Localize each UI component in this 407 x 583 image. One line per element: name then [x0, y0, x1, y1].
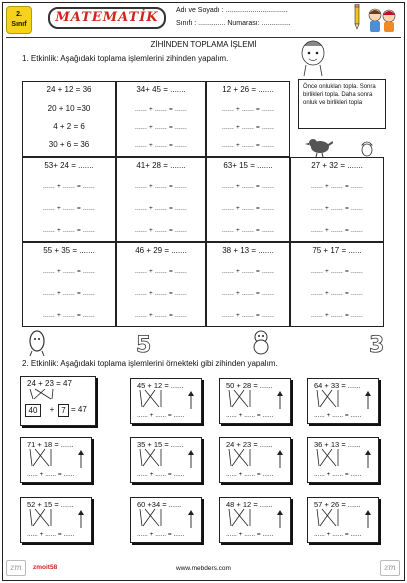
- answer-row[interactable]: ...... + ...... = ......: [310, 205, 364, 212]
- example-step: 20 + 10 =30: [47, 104, 91, 113]
- eight-mascot-icon: [250, 329, 272, 357]
- card-answer-row[interactable]: ...... + ...... = ......: [226, 471, 274, 478]
- problem-cell[interactable]: [206, 242, 290, 327]
- problem-cell[interactable]: [22, 157, 116, 242]
- card-expression: 71 + 18 = ......: [27, 440, 74, 449]
- problem-expression: 34+ 45 = .......: [136, 85, 186, 94]
- card-answer-row[interactable]: ...... + ...... = ......: [137, 471, 185, 478]
- card-expression: 50 + 28 = ......: [226, 381, 273, 390]
- problem-expression: 46 + 29 = .......: [135, 246, 187, 255]
- example-cell: [22, 81, 116, 157]
- card-expression: 57 + 26 = ......: [314, 500, 361, 509]
- footer-code: zmoit58: [33, 564, 58, 571]
- card-answer-row[interactable]: ...... + ...... = ......: [226, 412, 274, 419]
- svg-text:3: 3: [369, 333, 385, 357]
- problem-cell[interactable]: [116, 242, 206, 327]
- problem-cell[interactable]: [22, 242, 116, 327]
- pencil-icon: [353, 4, 361, 30]
- answer-row[interactable]: ...... + ...... = ......: [42, 183, 96, 190]
- example-step: 4 + 2 = 6: [53, 122, 85, 131]
- answer-row[interactable]: ...... + ...... = ......: [221, 312, 275, 319]
- card-answer-row[interactable]: ...... + ...... = ......: [314, 412, 362, 419]
- card-answer-row[interactable]: ...... + ...... = ......: [27, 471, 75, 478]
- problem-expression: 55 + 35 = .......: [43, 246, 95, 255]
- grade-number: 2.: [16, 11, 22, 18]
- card-expression: 45 + 12 = ......: [137, 381, 184, 390]
- problem-card[interactable]: [130, 497, 202, 543]
- example-result: = 47: [71, 405, 87, 414]
- svg-text:5: 5: [136, 333, 152, 357]
- example-expression: 24 + 12 = 36: [46, 85, 92, 94]
- zero-mascot-icon: [26, 329, 48, 357]
- answer-row[interactable]: ...... + ...... = ......: [134, 312, 188, 319]
- answer-row[interactable]: ...... + ...... = ......: [221, 268, 275, 275]
- plus-sign: +: [49, 405, 55, 414]
- example-card-expression: 24 + 23 = 47: [27, 379, 72, 388]
- answer-row[interactable]: ...... + ...... = ......: [134, 268, 188, 275]
- answer-row[interactable]: ...... + ...... = ......: [42, 290, 96, 297]
- name-field[interactable]: Adı ve Soyadı : ................................: [176, 7, 288, 14]
- answer-row[interactable]: ...... + ...... = ......: [221, 183, 275, 190]
- answer-row[interactable]: ...... + ...... = ......: [310, 183, 364, 190]
- card-answer-row[interactable]: ...... + ...... = ......: [137, 412, 185, 419]
- card-answer-row[interactable]: ...... + ...... = ......: [314, 531, 362, 538]
- answer-row[interactable]: ...... + ...... = ......: [221, 290, 275, 297]
- five-mascot-icon: [133, 331, 153, 357]
- problem-card[interactable]: [130, 437, 202, 483]
- example-step: 30 + 6 = 36: [48, 140, 90, 149]
- problem-expression: 12 + 26 = .......: [222, 85, 274, 94]
- problem-card[interactable]: [219, 437, 291, 483]
- hint-box: Önce onlukları topla. Sonra birlikleri topla. Daha sonra onluk ve birlikleri topla: [298, 79, 386, 129]
- problem-card[interactable]: [219, 378, 291, 424]
- ones-box: 7: [58, 404, 69, 417]
- problem-card[interactable]: [307, 378, 379, 424]
- problem-expression: 38 + 13 = .......: [222, 246, 274, 255]
- problem-expression: 27 + 32 = .......: [311, 161, 363, 170]
- answer-row[interactable]: ...... + ...... = ......: [221, 124, 275, 131]
- answer-row[interactable]: ...... + ...... = ......: [221, 227, 275, 234]
- problem-card[interactable]: [20, 437, 92, 483]
- problem-card[interactable]: [20, 497, 92, 543]
- answer-row[interactable]: ...... + ...... = ......: [310, 290, 364, 297]
- answer-row[interactable]: ...... + ...... = ......: [134, 106, 188, 113]
- problem-cell[interactable]: [206, 157, 290, 242]
- activity2-instruction: 2. Etkinlik: Aşağıdaki toplama işlemlerini örnekteki gibi zihinden yapalım.: [22, 359, 278, 368]
- grade-badge: [6, 6, 32, 34]
- answer-row[interactable]: ...... + ...... = ......: [310, 268, 364, 275]
- split-arrows-icon: [21, 377, 97, 427]
- problem-expression: 63+ 15 = .......: [223, 161, 273, 170]
- answer-row[interactable]: ...... + ...... = ......: [134, 227, 188, 234]
- card-expression: 35 + 15 = ......: [137, 440, 184, 449]
- answer-row[interactable]: ...... + ...... = ......: [221, 142, 275, 149]
- problem-card[interactable]: [307, 437, 379, 483]
- tens-box: 40: [25, 404, 41, 417]
- example-card: [20, 376, 96, 426]
- worksheet-title: ZİHİNDEN TOPLAMA İŞLEMİ: [150, 40, 257, 49]
- card-expression: 24 + 23 = ......: [226, 440, 273, 449]
- problem-cell[interactable]: [290, 157, 384, 242]
- answer-row[interactable]: ...... + ...... = ......: [134, 183, 188, 190]
- card-answer-row[interactable]: ...... + ...... = ......: [314, 471, 362, 478]
- card-answer-row[interactable]: ...... + ...... = ......: [27, 531, 75, 538]
- answer-row[interactable]: ...... + ...... = ......: [42, 205, 96, 212]
- card-expression: 36 + 13 = ......: [314, 440, 361, 449]
- answer-row[interactable]: ...... + ...... = ......: [42, 268, 96, 275]
- subject-title: MATEMATİK: [48, 7, 166, 29]
- footer-url[interactable]: www.mebders.com: [176, 565, 231, 572]
- answer-row[interactable]: ...... + ...... = ......: [221, 106, 275, 113]
- header-divider: [6, 37, 401, 38]
- problem-card[interactable]: [307, 497, 379, 543]
- acorn-icon: [360, 139, 374, 157]
- problem-cell[interactable]: [206, 81, 290, 157]
- class-number-field[interactable]: Sınıfı : .............. Numarası: ...............: [176, 20, 291, 27]
- grade-word: Sınıf: [11, 21, 27, 28]
- kids-icon: [365, 6, 399, 34]
- problem-card[interactable]: [130, 378, 202, 424]
- three-mascot-icon: [366, 331, 386, 357]
- activity1-instruction: 1. Etkinlik: Aşağıdaki toplama işlemlerini zihinden yapalım.: [22, 54, 229, 63]
- card-answer-row[interactable]: ...... + ...... = ......: [226, 531, 274, 538]
- card-expression: 48 + 12 = ......: [226, 500, 273, 509]
- answer-row[interactable]: ...... + ...... = ......: [134, 142, 188, 149]
- problem-cell[interactable]: [290, 242, 384, 327]
- answer-row[interactable]: ...... + ...... = ......: [134, 124, 188, 131]
- card-expression: 64 + 33 = ......: [314, 381, 361, 390]
- card-expression: 52 + 15 = ......: [27, 500, 74, 509]
- answer-row[interactable]: ...... + ...... = ......: [310, 227, 364, 234]
- answer-row[interactable]: ...... + ...... = ......: [134, 290, 188, 297]
- mascot-icon: [296, 38, 330, 78]
- problem-expression: 41+ 28 = .......: [136, 161, 186, 170]
- problem-card[interactable]: [219, 497, 291, 543]
- footer-logo-left: zm: [6, 560, 26, 576]
- problem-expression: 53+ 24 = .......: [44, 161, 94, 170]
- card-answer-row[interactable]: ...... + ...... = ......: [137, 531, 185, 538]
- answer-row[interactable]: ...... + ...... = ......: [134, 205, 188, 212]
- answer-row[interactable]: ...... + ...... = ......: [221, 205, 275, 212]
- card-expression: 60 +34 = ......: [137, 500, 182, 509]
- footer-logo-right: zm: [380, 560, 400, 576]
- problem-cell[interactable]: [116, 157, 206, 242]
- bird-icon: [305, 136, 333, 158]
- answer-row[interactable]: ...... + ...... = ......: [310, 312, 364, 319]
- answer-row[interactable]: ...... + ...... = ......: [42, 227, 96, 234]
- problem-cell[interactable]: [116, 81, 206, 157]
- answer-row[interactable]: ...... + ...... = ......: [42, 312, 96, 319]
- problem-expression: 75 + 17 = ......: [312, 246, 362, 255]
